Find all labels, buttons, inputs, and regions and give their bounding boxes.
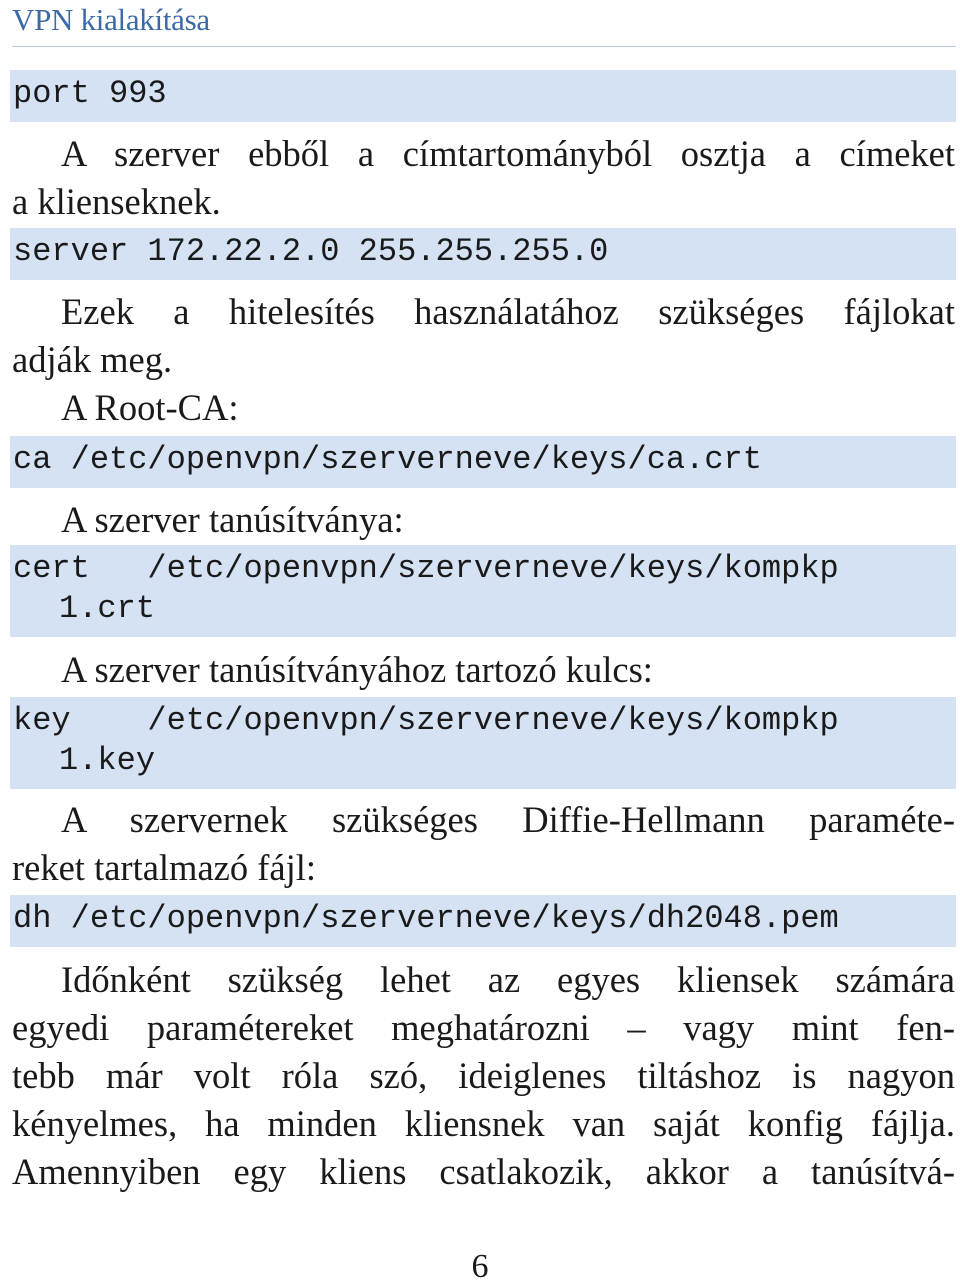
code-line: 1.crt <box>59 590 156 627</box>
text-line: A Root-CA: <box>61 387 239 428</box>
code-line: dh /etc/openvpn/szerverneve/keys/dh2048.pem <box>13 900 839 937</box>
text-line: A szervernek szükséges Diffie-Hellmann paraméte- <box>61 799 955 840</box>
text-line: tebb már volt róla szó, ideiglenes tiltáshoz is nagyon <box>12 1055 955 1096</box>
text-line: Ezek a hitelesítés használatához szükséges fájlokat <box>61 291 955 332</box>
page-number: 6 <box>471 1248 489 1285</box>
code-block-server <box>10 228 956 280</box>
header-title: VPN kialakítása <box>12 2 210 37</box>
paragraph-cert-files <box>12 288 955 432</box>
text-line: a klienseknek. <box>12 181 221 222</box>
paragraph-server-range <box>12 130 955 226</box>
code-block-key <box>10 697 956 789</box>
text-line: Amennyiben egy kliens csatlakozik, akkor a tanúsítvá- <box>12 1151 955 1192</box>
paragraph-dh <box>12 796 955 892</box>
text-line: kényelmes, ha minden kliensnek van saját konfig fájlja. <box>12 1103 955 1144</box>
text-line: egyedi paramétereket meghatározni – vagy mint fen- <box>12 1007 955 1048</box>
text-line: Időnként szükség lehet az egyes kliensek számára <box>61 959 955 1000</box>
running-header <box>12 0 956 47</box>
label-server-cert <box>12 496 955 544</box>
text-line: A szerver tanúsítványához tartozó kulcs: <box>61 649 653 690</box>
code-block-port <box>10 70 956 122</box>
text-line: A szerver ebből a címtartományból osztja a címeket <box>61 133 955 174</box>
code-block-ca <box>10 436 956 488</box>
text-line: reket tartalmazó fájl: <box>12 847 316 888</box>
code-line: port 993 <box>13 75 167 112</box>
paragraph-client-config <box>12 956 955 1196</box>
code-line: server 172.22.2.0 255.255.255.0 <box>13 233 609 270</box>
code-block-cert <box>10 545 956 637</box>
code-line: 1.key <box>59 742 156 779</box>
code-line: key /etc/openvpn/szerverneve/keys/kompkp <box>13 702 839 739</box>
code-line: cert /etc/openvpn/szerverneve/keys/kompkp <box>13 550 839 587</box>
label-server-key <box>12 646 955 694</box>
code-block-dh <box>10 895 956 947</box>
text-line: adják meg. <box>12 339 173 380</box>
text-line: A szerver tanúsítványa: <box>61 499 404 540</box>
code-line: ca /etc/openvpn/szerverneve/keys/ca.crt <box>13 441 762 478</box>
